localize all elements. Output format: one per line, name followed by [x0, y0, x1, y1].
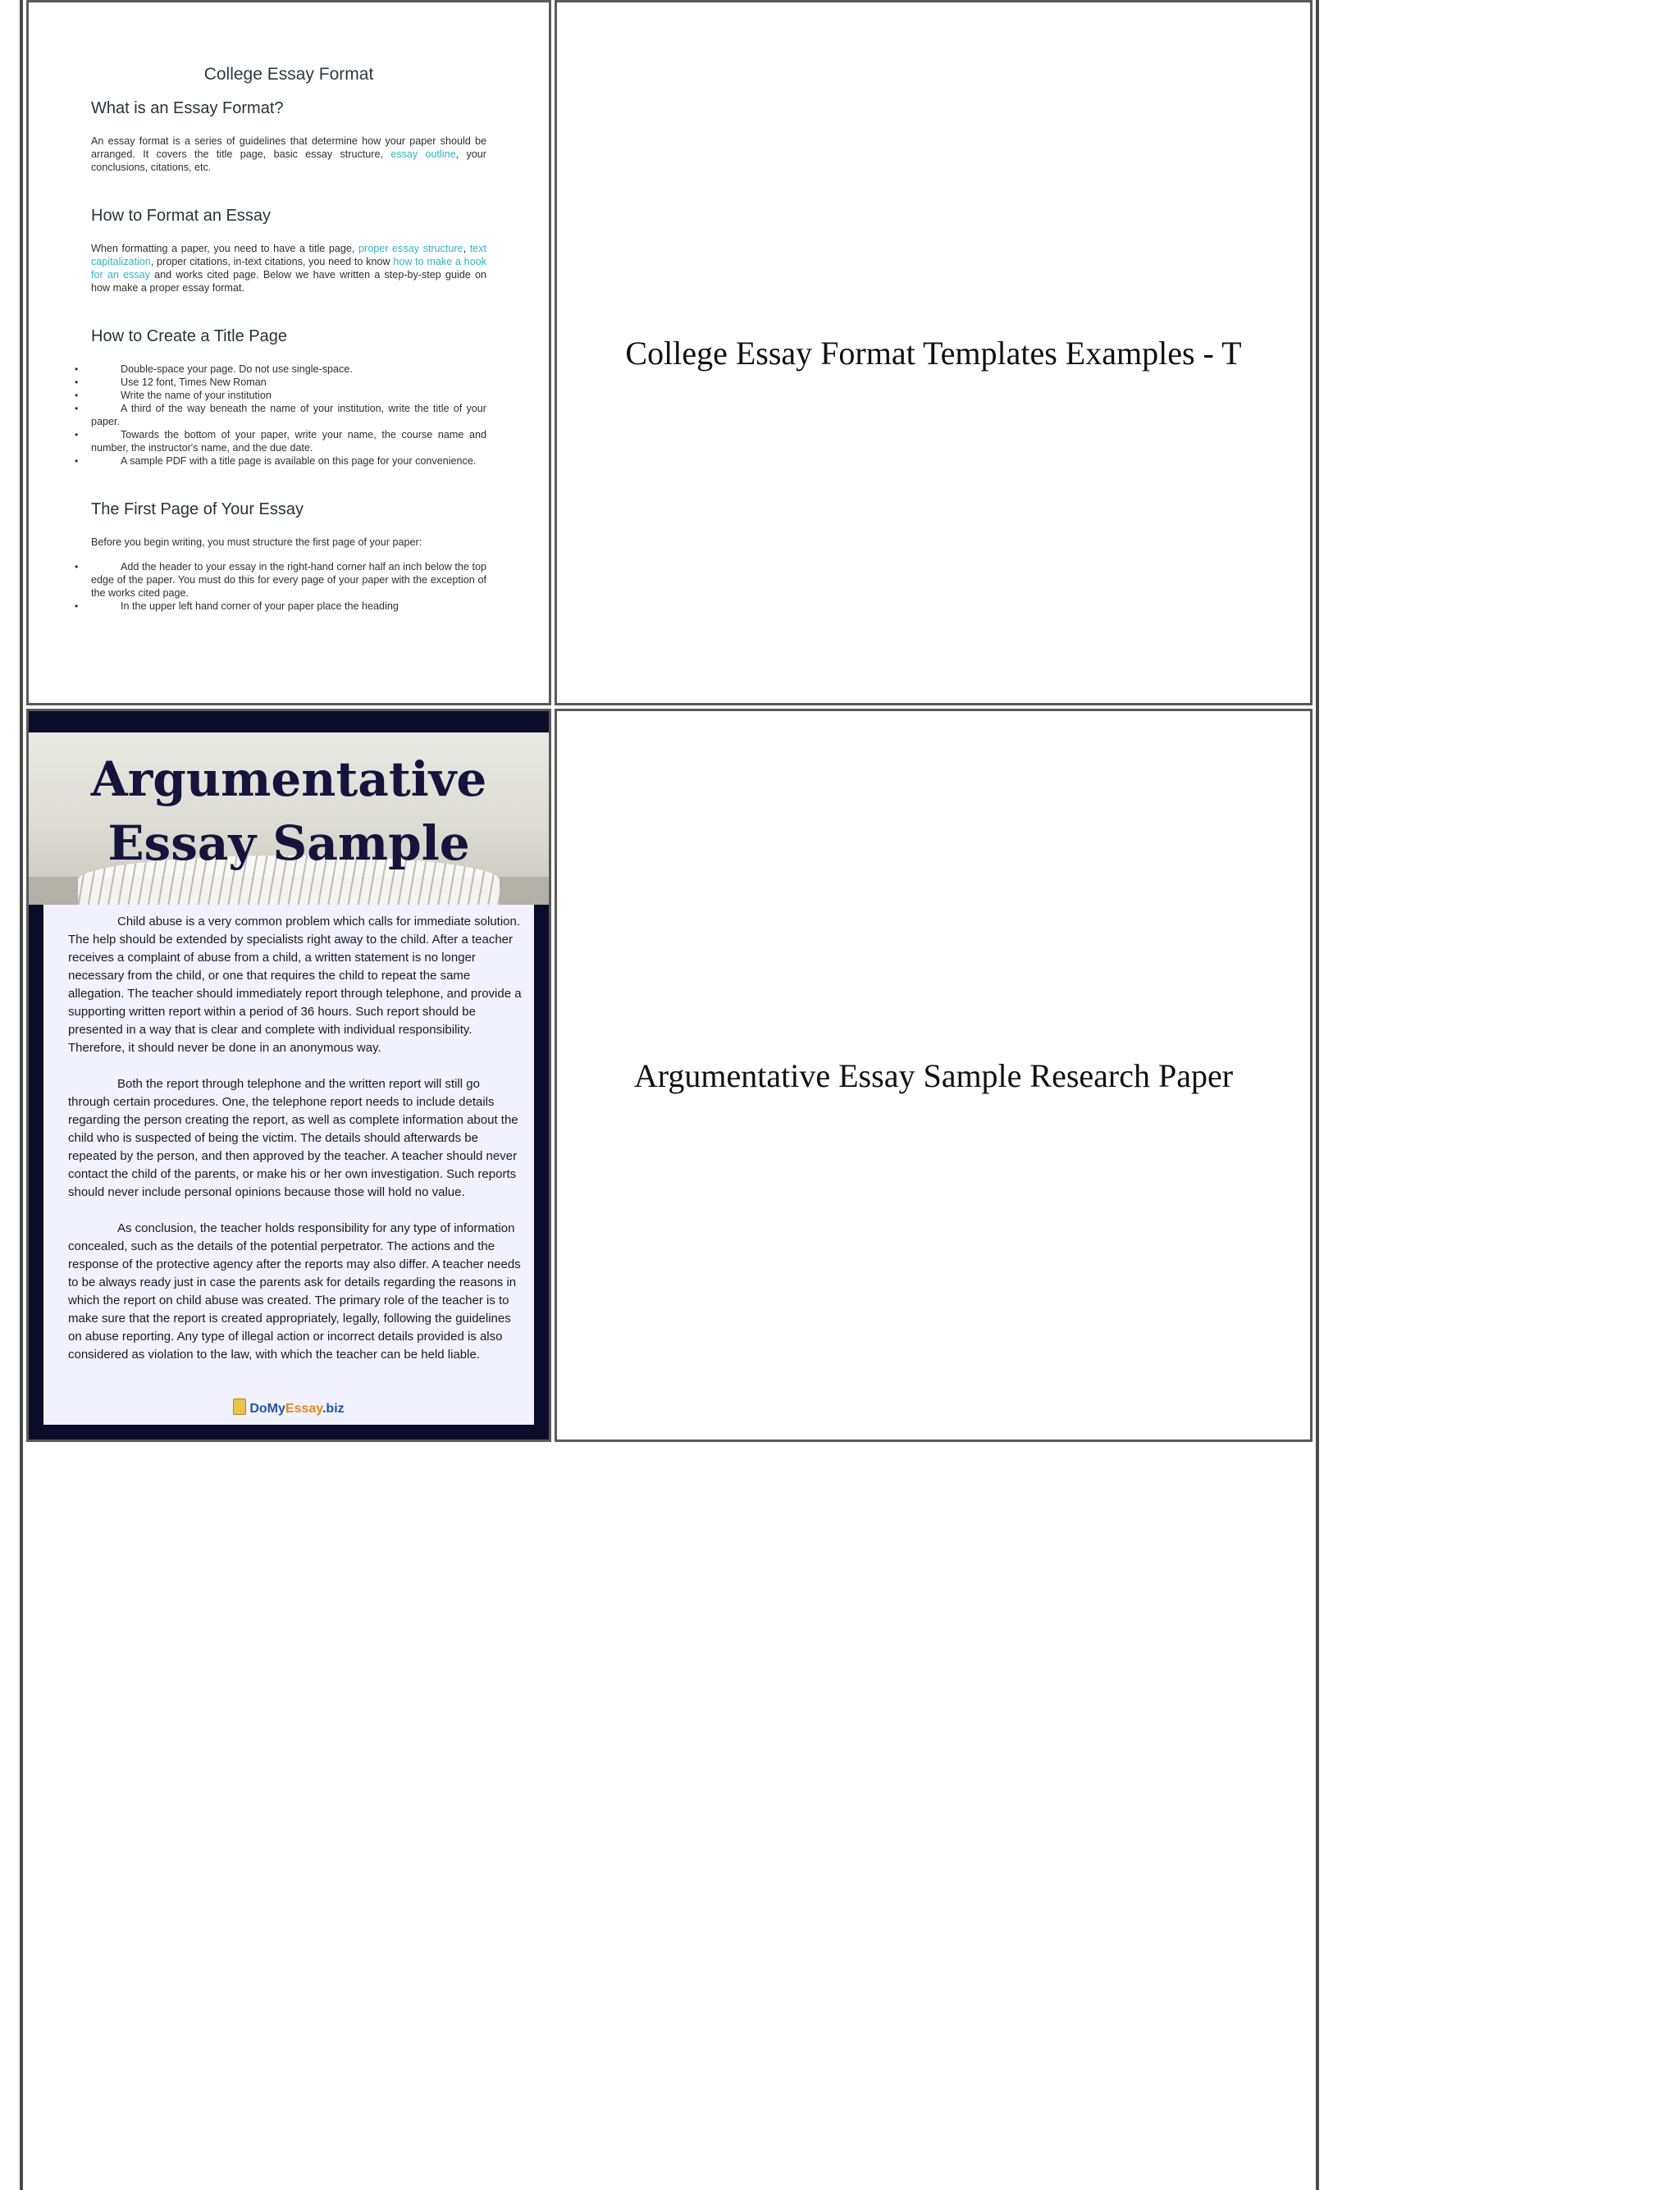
caption-link[interactable]: Argumentative Essay Sample Research Paper [633, 1056, 1234, 1094]
thumbnail-cell-college-essay-format[interactable] [26, 0, 551, 705]
doc-title: College Essay Format [203, 65, 374, 84]
domyessay-logo: DoMyEssay.biz [43, 1398, 534, 1418]
section-text: An essay format is a series of guidelines that determine how your paper should be arranged. It covers the title page, basic essay structure, essay outline, your conclusions, citations, etc. [91, 135, 486, 173]
list-item: • Write the name of your institution [91, 389, 486, 402]
college-essay-format-image [29, 2, 549, 703]
essay-headline: Argumentative Essay Sample [90, 751, 487, 871]
caption-link[interactable]: College Essay Format Templates Examples - T [625, 334, 1242, 372]
document-icon [233, 1398, 246, 1415]
thumbnail-cell-argumentative-essay[interactable] [26, 709, 551, 1442]
section-heading: What is an Essay Format? [91, 99, 284, 117]
first-page-list [91, 560, 486, 613]
section-text: Before you begin writing, you must structure the first page of your paper: [91, 536, 422, 548]
caption-cell [555, 709, 1312, 1442]
essay-paragraph: Both the report through telephone and the written report will still go through certain procedures. One, the telephone report needs to include details regarding the person creating the report, as well as complete information about the child who is suspected of being the victim. The details should afterwards be repeated by the person, and then approved by the teacher. A teacher should never contact the child of the parents, or make his or her own investigation. Such reports should never include personal opinions because those will hold no value. [68, 1077, 518, 1199]
list-item: • In the upper left hand corner of your paper place the heading [91, 600, 486, 613]
essay-body [43, 905, 534, 1425]
title-page-list [91, 363, 486, 468]
section-text: When formatting a paper, you need to have a title page, proper essay structure, text capitalization, proper citations, in-text citations, you need to know how to make a hook for an essay and works cited page. Below we have written a step-by-step guide on how make a proper essay format. [91, 243, 486, 294]
essay-paragraph: As conclusion, the teacher holds responsibility for any type of information concealed, such as the details of the potential perpetrator. The actions and the response of the protective agency after the reports may also differ. A teacher needs to be always ready just in case the parents ask for details regarding the reasons in which the report on child abuse was created. The primary role of the teacher is to make sure that the report is created appropriately, legally, following the guidelines on abuse reporting. Any type of illegal action or incorrect details provided is also considered as violation to the law, with which the teacher can be held liable. [68, 1221, 521, 1362]
argumentative-essay-image [29, 711, 549, 1439]
hook-for-essay-link[interactable]: how to make a hook for an essay [91, 256, 486, 281]
text-capitalization-link[interactable]: text capitalization [91, 243, 486, 267]
list-item: • Double-space your page. Do not use single-space. [91, 363, 486, 376]
list-item: • Towards the bottom of your paper, write your name, the course name and number, the instructor's name, and the due date. [91, 428, 486, 454]
proper-essay-structure-link[interactable]: proper essay structure [358, 243, 463, 254]
caption-cell [555, 0, 1312, 705]
essay-outline-link[interactable]: essay outline [390, 148, 456, 160]
list-item: • Use 12 font, Times New Roman [91, 376, 486, 389]
list-item: • A third of the way beneath the name of your institution, write the title of your paper. [91, 402, 486, 428]
section-heading: How to Format an Essay [91, 207, 271, 225]
list-item: • Add the header to your essay in the right-hand corner half an inch below the top edge of the paper. You must do this for every page of your paper with the exception of the works cited page. [91, 560, 486, 600]
section-heading: How to Create a Title Page [91, 327, 288, 345]
section-heading: The First Page of Your Essay [91, 500, 304, 518]
list-item: • A sample PDF with a title page is available on this page for your convenience. [91, 454, 486, 468]
essay-paragraph: Child abuse is a very common problem which calls for immediate solution. The help should be extended by specialists right away to the child. After a teacher receives a complaint of abuse from a child, a written statement is no longer necessary from the child, or one that requires the child to repeat the same allegation. The teacher should immediately report through telephone, and provide a supporting written report within a period of 36 hours. Such report should be presented in a way that is clear and complete with individual responsibility. Therefore, it should never be done in an anonymous way. [68, 915, 522, 1055]
